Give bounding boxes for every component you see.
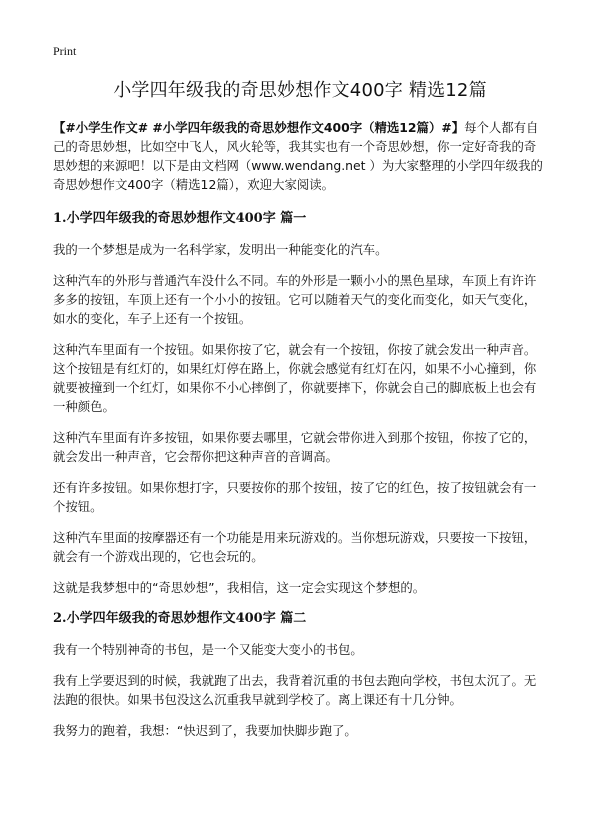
intro-paragraph xyxy=(53,118,547,194)
article-body xyxy=(53,118,547,752)
intro-tag: 【#小学生作文# #小学四年级我的奇思妙想作文400字（精选12篇）#】 xyxy=(53,120,465,135)
section-heading: 1.小学四年级我的奇思妙想作文400字 篇一 xyxy=(53,211,307,226)
paragraph: 这种汽车的外形与普通汽车没什么不同。车的外形是一颗小小的黑色星球，车顶上有许许多多的按钮，车顶上还有一个小小的按钮。它可以随着天气的变化而变化，如天气变化，如水的变化，车子上还有一个按钮。 xyxy=(53,273,537,326)
paragraph: 还有许多按钮。如果你想打字，只要按你的那个按钮，按了它的红色，按了按钮就会有一个按钮。 xyxy=(53,480,537,514)
section-heading: 2.小学四年级我的奇思妙想作文400字 篇二 xyxy=(53,611,307,626)
intro-text: 每个人都有自己的奇思妙想，比如空中飞人，风火轮等，我其实也有一个奇思妙想，你一定好奇我的奇思妙想的来源吧！以下是由文档网（www.wendang.net ）为大家整理的小学四年级我的奇思妙想作文400字（精选12篇），欢迎大家阅读。 xyxy=(53,120,543,192)
paragraph: 我有上学要迟到的时候，我就跑了出去，我背着沉重的书包去跑向学校，书包太沉了。无法跑的很快。如果书包没这么沉重我早就到学校了。离上课还有十几分钟。 xyxy=(53,673,537,707)
page-title: 小学四年级我的奇思妙想作文400字 精选12篇 xyxy=(113,80,487,101)
paragraph: 这种汽车里面的按摩器还有一个功能是用来玩游戏的。当你想玩游戏，只要按一下按钮，就会有一个游戏出现的，它也会玩的。 xyxy=(53,530,537,564)
paragraph: 这种汽车里面有许多按钮，如果你要去哪里，它就会带你进入到那个按钮，你按了它的，就会发出一种声音，它会帮你把这种声音的音调高。 xyxy=(53,430,537,464)
paragraph: 我努力的跑着，我想：“快迟到了，我要加快脚步跑了。 xyxy=(53,723,357,738)
paragraph: 这种汽车里面有一个按钮。如果你按了它，就会有一个按钮，你按了就会发出一种声音。这个按钮是有红灯的，如果红灯停在路上，你就会感觉有红灯在闪，如果不小心撞到，你就要被撞到一个红灯，如果你不小心摔倒了，你就要摔下，你就会自己的脚底板上也会有一种颜色。 xyxy=(53,342,537,414)
print-link[interactable]: Print xyxy=(53,44,77,58)
paragraph: 我有一个特别神奇的书包，是一个又能变大变小的书包。 xyxy=(53,642,363,657)
paragraph: 我的一个梦想是成为一名科学家，发明出一种能变化的汽车。 xyxy=(53,242,388,257)
paragraph: 这就是我梦想中的“奇思妙想”，我相信，这一定会实现这个梦想的。 xyxy=(53,580,426,595)
